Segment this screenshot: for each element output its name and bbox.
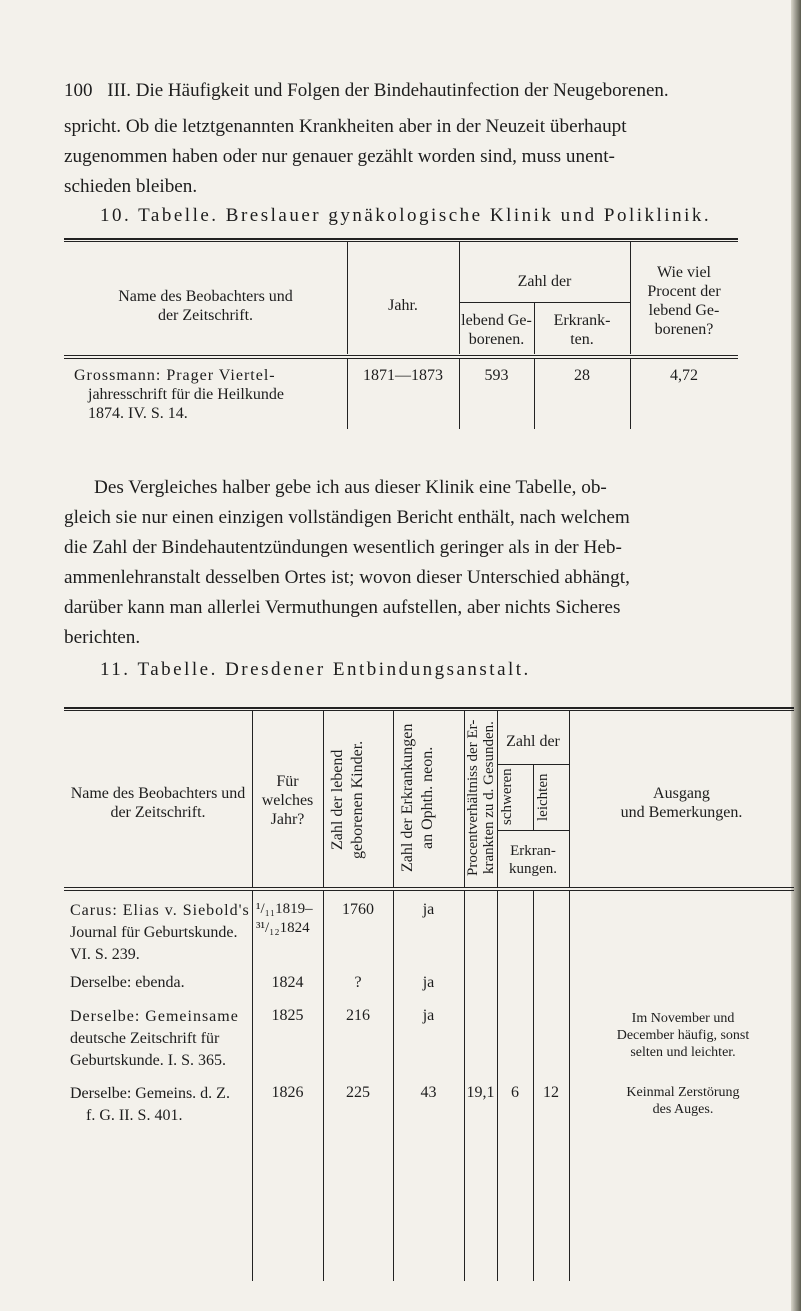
- t11-row-leichten: 12: [543, 1084, 559, 1101]
- para2-line: ammenlehranstalt desselben Ortes ist; wovon dieser Unterschied abhängt,: [64, 567, 630, 588]
- t11-row-name: Derselbe: Gemeins. d. Z. f. G. II. S. 401.: [70, 1085, 230, 1124]
- t11-header-erkrankungen: Zahl der Erkrankungen an Ophth. neon.: [399, 723, 436, 873]
- para2-line: berichten.: [64, 627, 141, 648]
- t10-header-name: Name des Beobachters und der Zeitschrift.: [118, 288, 293, 324]
- t11-header-name: Name des Beobachters und der Zeitschrift.: [70, 785, 246, 821]
- rule: [497, 830, 569, 831]
- t11-row-lebend: ?: [354, 974, 362, 991]
- para2-line: gleich sie nur einen einzigen vollständigen Bericht enthält, nach welchem: [64, 507, 630, 528]
- t11-header-leichten: leichten: [535, 773, 551, 821]
- rule: [459, 302, 630, 303]
- para2-line: darüber kann man allerlei Vermuthungen aufstellen, aber nichts Sicheres: [64, 597, 621, 618]
- t10-header-jahr: Jahr.: [388, 297, 418, 314]
- rule: [64, 890, 794, 891]
- running-title: III. Die Häufigkeit und Folgen der Bindehautinfection der Neugeborenen.: [107, 80, 669, 101]
- t11-row-lebend: 225: [346, 1084, 370, 1101]
- table10-caption: 10. Tabelle. Breslauer gynäkologische Klinik und Poliklinik.: [100, 205, 712, 226]
- rule: [569, 891, 570, 1281]
- rule: [497, 764, 569, 765]
- t11-row-name: Derselbe: Gemeinsame deutsche Zeitschrift für Geburtskunde. I. S. 365.: [70, 1008, 239, 1069]
- rule: [64, 710, 794, 711]
- t11-header-schweren: schweren: [499, 768, 515, 826]
- t11-row-erkrankungen: ja: [422, 1007, 435, 1024]
- page-number: 100: [64, 80, 93, 101]
- t10-row-lebend: 593: [484, 367, 509, 384]
- t10-row-erkrankten: 28: [574, 367, 590, 384]
- rule: [64, 241, 738, 242]
- t11-row-ausgang: Keinmal Zerstörung des Auges.: [626, 1085, 740, 1117]
- t11-row-erkrankungen: ja: [422, 901, 435, 918]
- table11-caption: 11. Tabelle. Dresdener Entbindungsanstalt.: [100, 659, 531, 680]
- para1-line: zugenommen haben oder nur genauer gezählt worden sind, muss unent-: [64, 146, 615, 167]
- t11-row-lebend: 1760: [342, 901, 374, 918]
- t11-row-erkrankungen: ja: [422, 974, 435, 991]
- t10-header-erkrankten: Erkrank- ten.: [553, 312, 611, 348]
- t11-row-schweren: 6: [511, 1084, 519, 1101]
- t11-header-lebend: Zahl der lebend geborenen Kinder.: [329, 740, 366, 859]
- para2-line: die Zahl der Bindehautentzündungen wesentlich geringer als in der Heb-: [64, 537, 622, 558]
- t11-header-erkrankungen-sub: Erkran- kungen.: [509, 843, 557, 877]
- t10-row-name: Grossmann: Prager Viertel- jahresschrift für die Heilkunde 1874. IV. S. 14.: [74, 367, 284, 422]
- t11-row-jahr: 1826: [271, 1084, 304, 1101]
- t10-row-procent: 4,72: [670, 367, 698, 384]
- rule: [64, 887, 794, 888]
- rule: [64, 707, 794, 709]
- t10-row-jahr: 1871—1873: [363, 367, 443, 384]
- t11-row-jahr: 1825: [271, 1007, 304, 1024]
- t11-row-name: Carus: Elias v. Siebold's Journal für Geburtskunde. VI. S. 239.: [70, 902, 250, 963]
- para2-line: Des Vergleiches halber gebe ich aus dieser Klinik eine Tabelle, ob-: [94, 477, 607, 498]
- t10-header-procent: Wie viel Procent der lebend Ge- borenen?: [647, 264, 721, 338]
- rule: [64, 355, 738, 356]
- t11-row-procent: 19,1: [466, 1084, 495, 1101]
- t11-header-zahl-der: Zahl der: [506, 733, 560, 750]
- t11-header-ausgang: Ausgang und Bemerkungen.: [620, 785, 743, 821]
- rule: [323, 711, 324, 887]
- t11-row-lebend: 216: [346, 1007, 370, 1024]
- rule: [393, 711, 394, 887]
- t10-header-zahl-der: Zahl der: [517, 273, 572, 290]
- t11-row-jahr: ¹/₁₁1819– ³¹/₁₂1824: [256, 901, 313, 936]
- t11-row-ausgang: Im November und December häufig, sonst selten und leichter.: [616, 1011, 750, 1060]
- para1-line: schieden bleiben.: [64, 176, 198, 197]
- running-header: [64, 80, 669, 102]
- paragraph-2: [64, 473, 744, 653]
- t11-row-jahr: 1824: [271, 974, 304, 991]
- t11-row-name: Derselbe: ebenda.: [70, 974, 185, 991]
- t11-header-procent: Procentverhältniss der Er- krankten zu d. Gesunden.: [465, 719, 497, 877]
- para1-line: spricht. Ob die letztgenannten Krankheiten aber in der Neuzeit überhaupt: [64, 116, 627, 137]
- rule: [64, 358, 738, 359]
- paragraph-1: [64, 112, 744, 202]
- t11-row-erkrankungen: 43: [420, 1084, 437, 1101]
- t11-header-jahr: Für welches Jahr?: [261, 773, 314, 828]
- t10-header-lebend: lebend Ge- borenen.: [461, 312, 532, 348]
- rule: [64, 238, 738, 240]
